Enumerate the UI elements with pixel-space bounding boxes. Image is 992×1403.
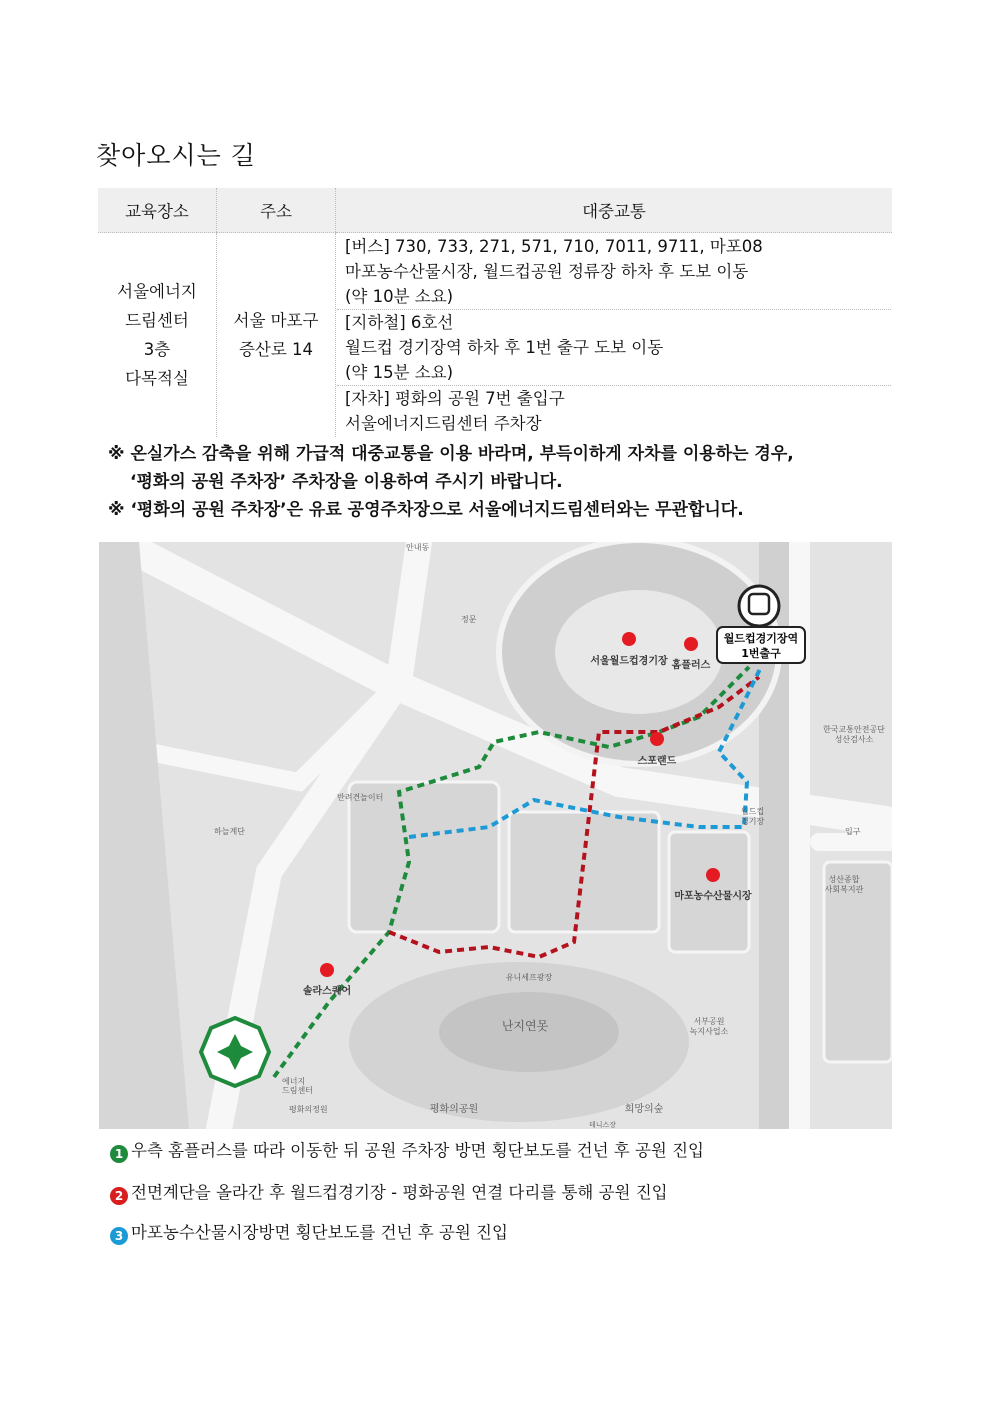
- parking-lot: [509, 812, 659, 932]
- transport-line: (약 10분 소요): [345, 287, 454, 306]
- transport-line: [버스] 730, 733, 271, 571, 710, 7011, 9711, 마포08: [345, 237, 763, 256]
- label-stadium: 서울월드컵경기장: [590, 656, 668, 667]
- info-table: [98, 188, 892, 437]
- transport-bus: [337, 234, 891, 310]
- label-west-park-1: 서부공원: [693, 1017, 725, 1026]
- pin-icon: [622, 632, 636, 646]
- transport-cell: [336, 233, 893, 438]
- legend-text: 전면계단을 올라간 후 월드컵경기장 - 평화공원 연결 다리를 통해 공원 진입: [131, 1183, 668, 1202]
- label-solar: 솔라스퀘어: [302, 986, 352, 997]
- parking-lot: [349, 782, 499, 932]
- place-line: 서울에너지: [117, 282, 197, 301]
- label-west-park-2: 녹지사업소: [689, 1027, 729, 1036]
- label-market: 마포농수산물시장: [674, 891, 752, 902]
- station-label-2: 1번출구: [741, 647, 781, 660]
- label-dream-center-1: 에너지: [282, 1077, 306, 1086]
- transport-line: 마포농수산물시장, 월드컵공원 정류장 하차 후 도보 이동: [345, 262, 749, 281]
- stadium-field: [555, 590, 723, 714]
- label-gate: 입구: [845, 827, 861, 836]
- number-2-icon: 2: [110, 1187, 128, 1205]
- place-line: 드림센터: [125, 311, 189, 330]
- station-label-1: 월드컵경기장역: [723, 632, 799, 645]
- page-title: 찾아오시는 길: [96, 141, 256, 170]
- legend-item-1: [110, 1137, 704, 1163]
- legend-text: 마포농수산물시장방면 횡단보도를 건넌 후 공원 진입: [131, 1223, 508, 1242]
- label-pond: 난지연못: [501, 1019, 549, 1033]
- label-unicef: 유니세프광장: [505, 973, 553, 982]
- label-dream-center-2: 드림센터: [282, 1086, 313, 1095]
- pin-icon: [684, 637, 698, 651]
- label-safety-corp-2: 성산검사소: [834, 735, 874, 744]
- label-peace-park: 평화의공원: [429, 1104, 479, 1115]
- legend-item-3: [110, 1219, 508, 1245]
- label-world-cup-st-1: 월드컵: [741, 807, 765, 816]
- label-sportland: 스포랜드: [637, 756, 677, 767]
- label-tennis: 테니스장: [589, 1121, 617, 1129]
- place-line: 3층: [143, 340, 171, 359]
- label-peace-garden: 평화의정원: [289, 1105, 328, 1114]
- label-welfare-2: 사회복지관: [824, 885, 864, 894]
- header-transport: 대중교통: [336, 188, 893, 233]
- transport-line: 월드컵 경기장역 하차 후 1번 출구 도보 이동: [345, 338, 664, 357]
- label-safety-corp-1: 한국교통안전공단: [823, 725, 885, 734]
- label-world-cup-st-2: 경기장: [741, 817, 765, 826]
- note-line: ※ ‘평화의 공원 주차장’은 유료 공영주차장으로 서울에너지드림센터와는 무관합니다.: [108, 500, 744, 520]
- transport-line: [지하철] 6호선: [345, 313, 454, 332]
- transport-line: [자차] 평화의 공원 7번 출입구: [345, 389, 565, 408]
- label-sky-stairs: 하늘계단: [214, 827, 245, 836]
- address-cell: [217, 233, 336, 438]
- note-line: ※ 온실가스 감축을 위해 가급적 대중교통을 이용 바라며, 부득이하게 자차를 이용하는 경우,: [108, 444, 794, 464]
- label-banryeo: 반려견놀이터: [337, 793, 384, 802]
- transport-subway: [337, 310, 891, 386]
- legend-item-2: [110, 1179, 668, 1205]
- header-place: 교육장소: [98, 188, 217, 233]
- location-map: [99, 542, 892, 1129]
- note-line: ‘평화의 공원 주차장’ 주차장을 이용하여 주시기 바랍니다.: [130, 472, 563, 492]
- notes: [108, 440, 898, 524]
- label-jeongmun: 정문: [461, 615, 477, 624]
- place-cell: [98, 233, 217, 438]
- place-line: 다목적실: [125, 369, 189, 388]
- river-bank: [99, 542, 189, 1129]
- label-hope-forest: 희망의숲: [624, 1104, 664, 1115]
- transport-line: (약 15분 소요): [345, 363, 454, 382]
- label-homeplus: 홈플러스: [671, 660, 711, 671]
- transport-car: [337, 386, 891, 436]
- pin-icon: [650, 732, 664, 746]
- pin-icon: [706, 868, 720, 882]
- label-welfare-1: 성산종합: [828, 875, 860, 884]
- header-address: 주소: [217, 188, 336, 233]
- dream-center-logo: [201, 1018, 269, 1086]
- address-line: 서울 마포구: [233, 311, 319, 330]
- number-3-icon: 3: [110, 1227, 128, 1245]
- number-1-icon: 1: [110, 1145, 128, 1163]
- address-line: 증산로 14: [238, 340, 314, 359]
- legend-text: 우측 홈플러스를 따라 이동한 뒤 공원 주차장 방면 횡단보도를 건넌 후 공원 진입: [131, 1141, 704, 1160]
- label-nanji: 안내동: [406, 543, 430, 552]
- pin-icon: [320, 963, 334, 977]
- transport-line: 서울에너지드림센터 주차장: [345, 414, 542, 433]
